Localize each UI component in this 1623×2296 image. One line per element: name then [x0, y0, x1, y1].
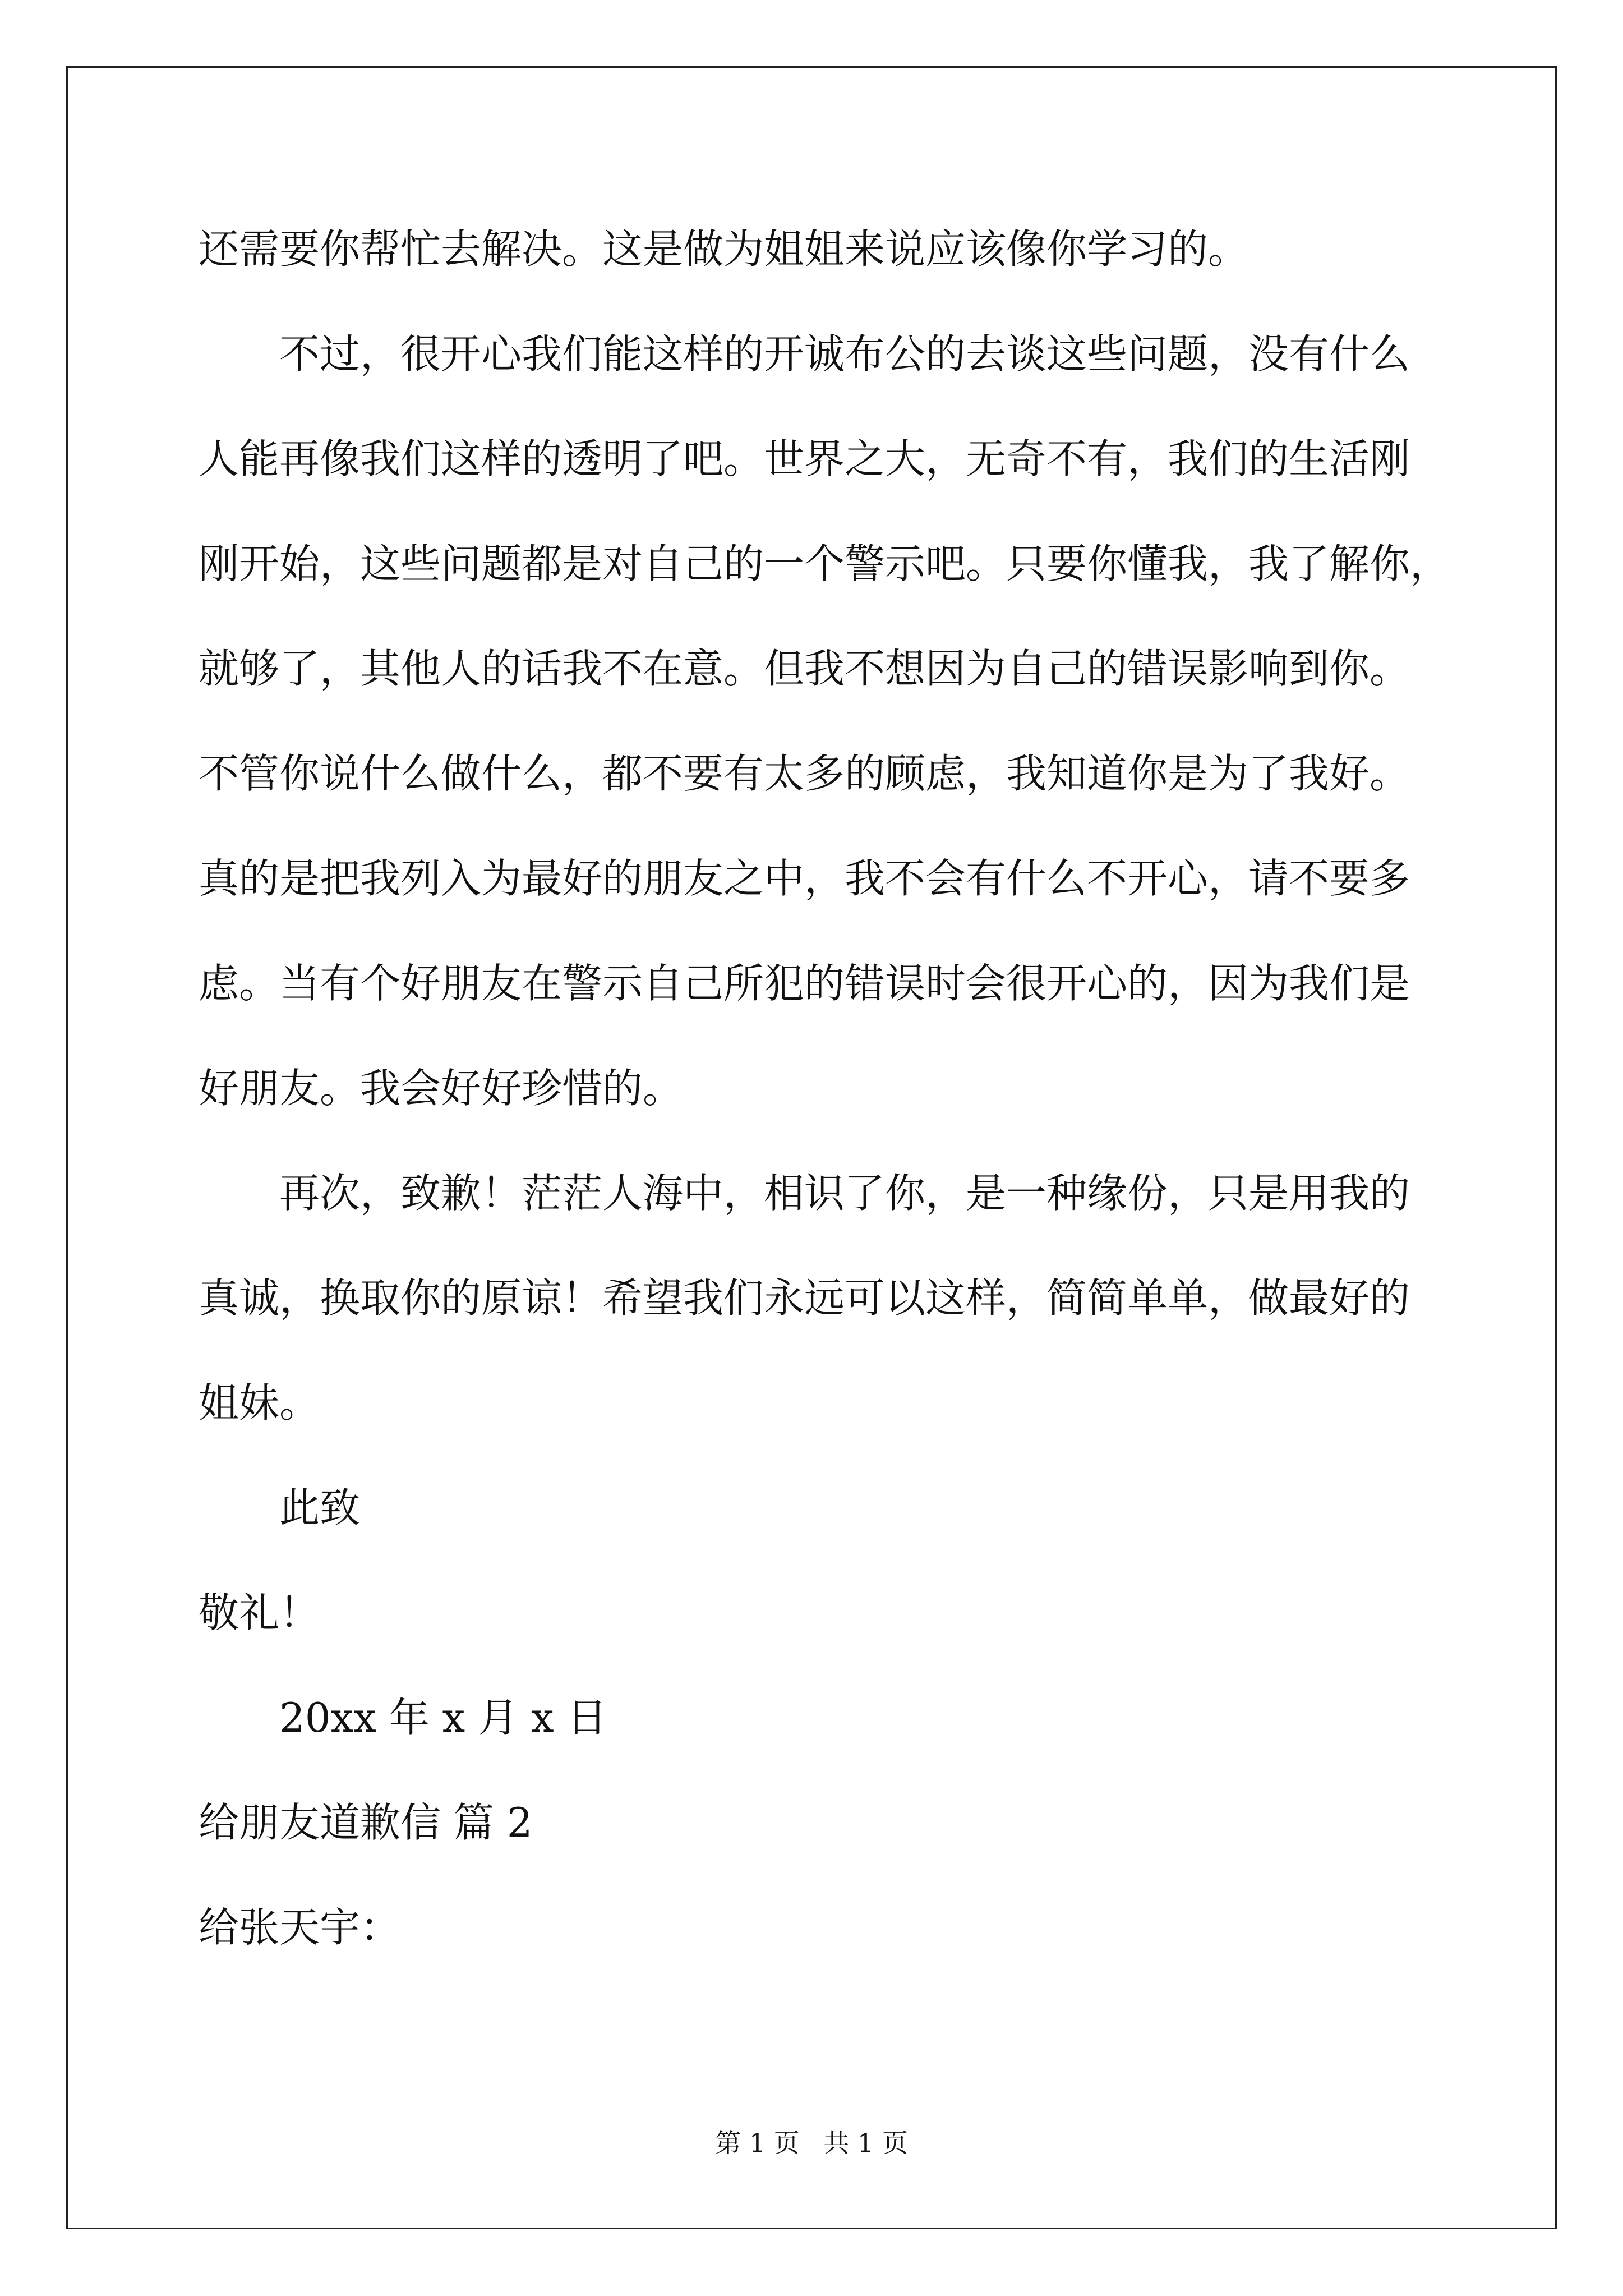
text-line: 人能再像我们这样的透明了吧。世界之大，无奇不有，我们的生活刚 [199, 435, 1410, 482]
text-line: 虑。当有个好朋友在警示自己所犯的错误时会很开心的，因为我们是 [199, 960, 1410, 1007]
text-line: 就够了，其他人的话我不在意。但我不想因为自己的错误影响到你。 [199, 645, 1410, 692]
text-line: 真的是把我列入为最好的朋友之中，我不会有什么不开心，请不要多 [199, 855, 1410, 902]
text-line: 好朋友。我会好好珍惜的。 [199, 1065, 684, 1112]
letter-recipient: 给张天宇： [199, 1904, 401, 1951]
paragraph-start: 再次，致歉！茫茫人海中，相识了你，是一种缘份，只是用我的 [279, 1170, 1410, 1217]
text-line: 还需要你帮忙去解决。这是做为姐姐来说应该像你学习的。 [199, 226, 1249, 273]
letter-date: 20xx 年 x 月 x 日 [279, 1694, 607, 1741]
page-footer [0, 2126, 1623, 2160]
section-heading: 给朋友道歉信 篇 2 [199, 1799, 533, 1846]
page-number: 第 1 页 [715, 2128, 800, 2158]
closing-salutation: 此致 [279, 1484, 361, 1531]
text-line: 真诚，换取你的原谅！希望我们永远可以这样，简简单单，做最好的 [199, 1274, 1410, 1322]
paragraph-start: 不过，很开心我们能这样的开诚布公的去谈这些问题，没有什么 [279, 330, 1410, 378]
closing-regards: 敬礼！ [199, 1589, 320, 1636]
text-line: 姐妹。 [199, 1379, 320, 1427]
text-line: 刚开始，这些问题都是对自己的一个警示吧。只要你懂我，我了解你， [199, 540, 1451, 587]
page-total: 共 1 页 [823, 2128, 908, 2158]
text-line: 不管你说什么做什么，都不要有太多的顾虑，我知道你是为了我好。 [199, 750, 1410, 797]
